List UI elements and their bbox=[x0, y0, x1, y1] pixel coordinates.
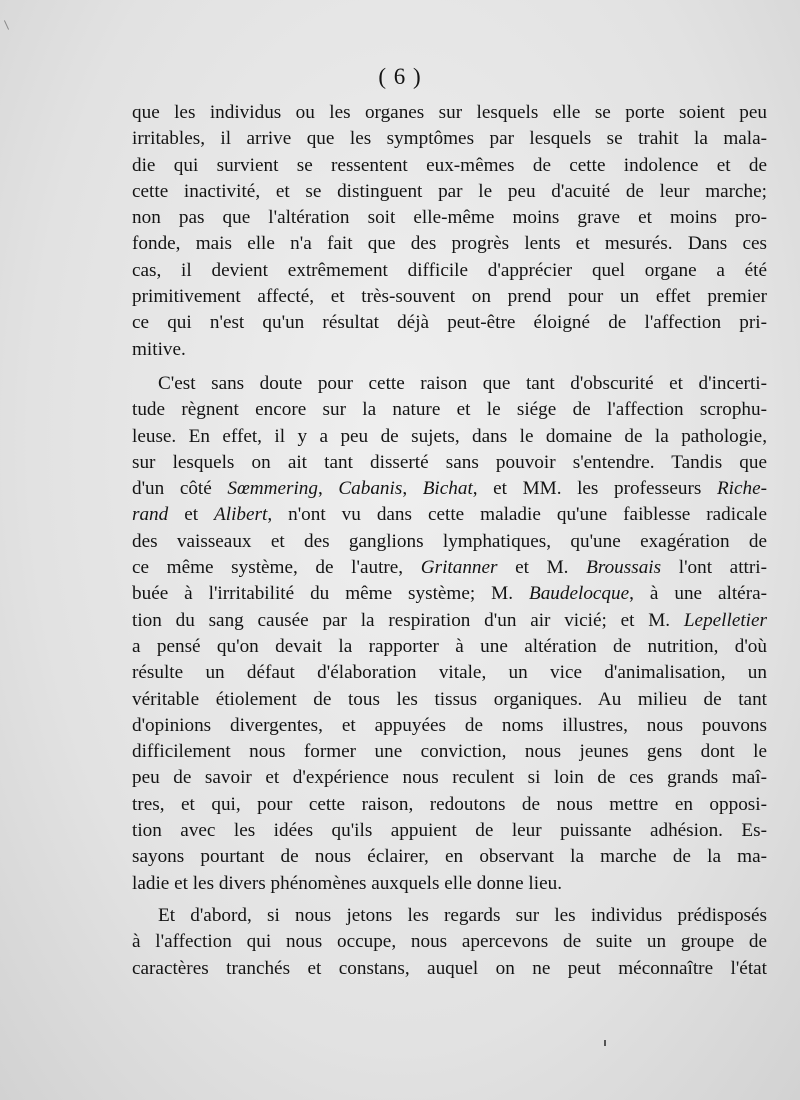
text-line: véritable étiolement de tous les tissus organiques. Au milieu de tant bbox=[132, 688, 767, 710]
text-line bbox=[132, 581, 767, 607]
text-span: buée à l'irritabilité du même système; M. bbox=[132, 583, 529, 605]
text-span: l'ont attri- bbox=[661, 557, 767, 579]
text-line: d'opinions divergentes, et appuyées de noms illustres, nous pouvons bbox=[132, 714, 767, 736]
text-line: non pas que l'altération soit elle-même moins grave et moins pro- bbox=[132, 207, 767, 229]
text-line bbox=[132, 476, 767, 502]
text-line: mitive. bbox=[132, 338, 186, 360]
text-line: sur lesquels on ait tant disserté sans pouvoir s'entendre. Tandis que bbox=[132, 451, 767, 473]
author-name: Lepelletier bbox=[683, 609, 767, 631]
text-line: résulte un défaut d'élaboration vitale, un vice d'animalisation, un bbox=[132, 662, 767, 684]
text-line bbox=[132, 555, 767, 581]
scan-mark bbox=[604, 1040, 606, 1046]
author-name: Baudelocque bbox=[528, 583, 630, 605]
paragraph-start-line: C'est sans doute pour cette raison que tant d'obscurité et d'incerti- bbox=[158, 372, 767, 394]
author-name: Gritanner bbox=[420, 557, 498, 579]
text-line: tion avec les idées qu'ils appuient de leur puissante adhésion. Es- bbox=[132, 820, 767, 842]
text-span: , bbox=[402, 478, 423, 500]
author-name: Riche- bbox=[716, 478, 768, 500]
text-line: des vaisseaux et des ganglions lymphatiques, qu'une exagération de bbox=[132, 530, 767, 552]
page-number: ( 6 ) bbox=[378, 64, 422, 89]
scan-mark bbox=[4, 20, 9, 29]
author-name: Cabanis bbox=[338, 478, 403, 500]
text-line: cette inactivité, et se distinguent par le peu d'acuité de leur marche; bbox=[132, 180, 767, 202]
text-span: , bbox=[317, 478, 339, 500]
author-name: Bichat bbox=[422, 478, 473, 500]
text-line: a pensé qu'on devait la rapporter à une altération de nutrition, d'où bbox=[132, 635, 767, 657]
paragraph-start-line: Et d'abord, si nous jetons les regards sur les individus prédisposés bbox=[158, 904, 767, 926]
text-line bbox=[132, 502, 767, 528]
author-name: Sœmmering bbox=[227, 478, 318, 500]
text-span: , n'ont vu dans cette maladie qu'une faiblesse radicale bbox=[267, 504, 767, 526]
text-span: tion du sang causée par la respiration d'un air vicié; et M. bbox=[132, 609, 684, 631]
text-span: , à une altéra- bbox=[629, 583, 767, 605]
text-line: ladie et les divers phénomènes auxquels elle donne lieu. bbox=[132, 872, 562, 894]
text-line: cas, il devient extrêmement difficile d'apprécier quel organe a été bbox=[132, 259, 767, 281]
text-line: leuse. En effet, il y a peu de sujets, dans le domaine de la pathologie, bbox=[132, 425, 767, 447]
text-line: tres, et qui, pour cette raison, redoutons de nous mettre en opposi- bbox=[132, 793, 767, 815]
text-span: d'un côté bbox=[132, 478, 228, 500]
text-line: primitivement affecté, et très-souvent on prend pour un effet premier bbox=[132, 286, 767, 308]
text-line: sayons pourtant de nous éclairer, en observant la marche de la ma- bbox=[132, 846, 767, 868]
text-span: ce même système, de l'autre, bbox=[132, 557, 421, 579]
text-line: ce qui n'est qu'un résultat déjà peut-être éloigné de l'affection pri- bbox=[132, 312, 767, 334]
text-line: fonde, mais elle n'a fait que des progrès lents et mesurés. Dans ces bbox=[132, 233, 767, 255]
author-name: rand bbox=[132, 504, 169, 526]
text-line: tude règnent encore sur la nature et le siége de l'affection scrophu- bbox=[132, 399, 767, 421]
text-line: die qui survient se ressentent eux-mêmes de cette indolence et de bbox=[132, 154, 767, 176]
text-line: irritables, il arrive que les symptômes par lesquels se trahit la mala- bbox=[132, 128, 767, 150]
text-line: que les individus ou les organes sur lesquels elle se porte soient peu bbox=[132, 102, 767, 123]
author-name: Broussais bbox=[586, 557, 662, 579]
text-line: à l'affection qui nous occupe, nous apercevons de suite un groupe de bbox=[132, 931, 767, 953]
text-span: , et MM. les professeurs bbox=[472, 478, 717, 500]
text-block bbox=[132, 100, 767, 982]
text-line: caractères tranchés et constans, auquel on ne peut méconnaître l'état bbox=[132, 957, 767, 979]
text-line: peu de savoir et d'expérience nous reculent si loin de ces grands maî- bbox=[132, 767, 767, 789]
text-span: et bbox=[168, 504, 215, 526]
text-line: difficilement nous former une conviction, nous jeunes gens dont le bbox=[132, 741, 767, 763]
text-line bbox=[132, 608, 767, 634]
author-name: Alibert bbox=[214, 504, 268, 526]
text-span: et M. bbox=[497, 557, 587, 579]
